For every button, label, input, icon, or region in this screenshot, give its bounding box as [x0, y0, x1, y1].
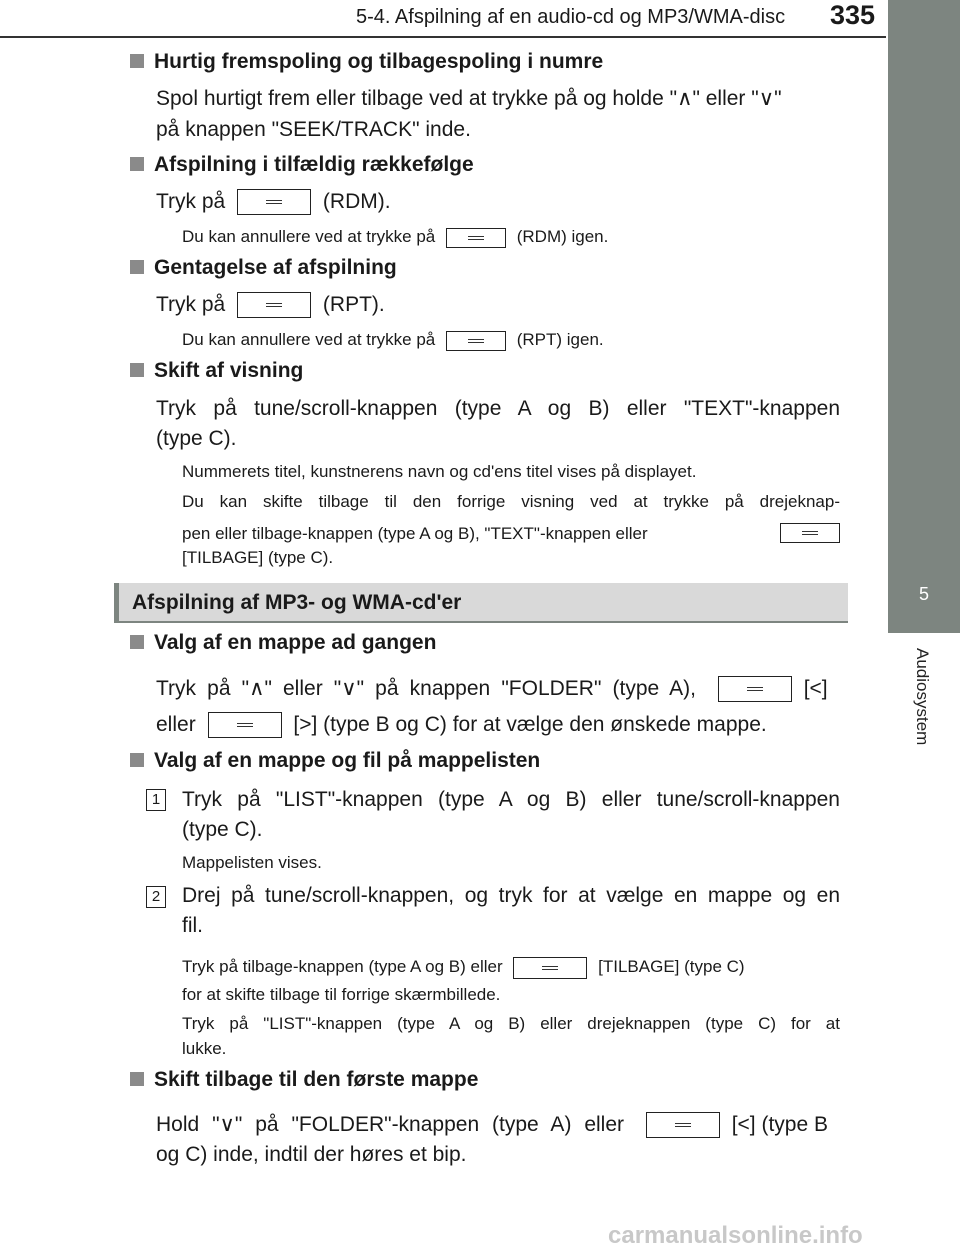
step2-note-line2: for at skifte tilbage til forrige skærmbillede. — [182, 985, 501, 1004]
section-title: Afspilning af MP3- og WMA-cd'er — [132, 591, 462, 614]
step1-note: Mappelisten vises. — [182, 853, 322, 872]
bullet-square-icon — [130, 157, 144, 171]
ff-body-line2: på knappen "SEEK/TRACK" inde. — [156, 118, 471, 141]
first-body-line1: Hold "∨" på "FOLDER"-knappen (type A) eller [<] (type B — [156, 1108, 840, 1141]
page-number: 335 — [830, 0, 876, 30]
view-note-line3: pen eller tilbage-knappen (type A og B), "TEXT"-knappen eller — [182, 519, 840, 548]
step1-body-line1: Tryk på "LIST"-knappen (type A og B) eller tune/scroll-knappen — [182, 788, 840, 811]
bullet-square-icon — [130, 260, 144, 274]
next-button-icon — [208, 712, 282, 738]
heading-random: Afspilning i tilfældig rækkefølge — [130, 153, 474, 177]
back-button-icon — [780, 523, 840, 543]
rpt-button-icon — [237, 292, 311, 318]
view-note-line2: Du kan skifte tilbage til den forrige visning ved at trykke på drejeknap- — [182, 492, 840, 511]
rpt-body: Tryk på (RPT). — [156, 288, 385, 321]
ff-body-line1: Spol hurtigt frem eller tilbage ved at trykke på og holde "∧" eller "∨" — [156, 87, 782, 110]
view-body-line2: (type C). — [156, 427, 237, 450]
heading-folder-select: Valg af en mappe ad gangen — [130, 631, 436, 655]
prev-button-icon — [718, 676, 792, 702]
heading-first-folder: Skift tilbage til den første mappe — [130, 1068, 478, 1092]
watermark: carmanualsonline.info — [608, 1222, 863, 1249]
heading-view: Skift af visning — [130, 359, 303, 383]
rpt-note: Du kan annullere ved at trykke på (RPT) igen. — [182, 330, 604, 349]
side-tab-chapter: 5 — [888, 555, 960, 633]
rpt-button-icon-small — [446, 331, 506, 351]
bullet-square-icon — [130, 1072, 144, 1086]
heading-folder-list: Valg af en mappe og fil på mappelisten — [130, 749, 540, 773]
step2-note-line4: lukke. — [182, 1039, 227, 1058]
back-button-icon — [513, 957, 587, 979]
rdm-note: Du kan annullere ved at trykke på (RDM) igen. — [182, 227, 609, 246]
bullet-square-icon — [130, 363, 144, 377]
folder-body-line1: Tryk på "∧" eller "∨" på knappen "FOLDER" (type A), [<] — [156, 672, 840, 705]
step2-body-line2: fil. — [182, 914, 203, 937]
step-number-1: 1 — [146, 789, 166, 811]
step2-note-line3: Tryk på "LIST"-knappen (type A og B) eller drejeknappen (type C) for at — [182, 1014, 840, 1033]
heading-fast-forward: Hurtig fremspoling og tilbagespoling i numre — [130, 50, 603, 74]
step-number-2: 2 — [146, 886, 166, 908]
bullet-square-icon — [130, 54, 144, 68]
section-rule — [114, 621, 848, 623]
header-title: 5-4. Afspilning af en audio-cd og MP3/WMA-disc — [356, 6, 786, 28]
bullet-square-icon — [130, 753, 144, 767]
folder-body-line2: eller [>] (type B og C) for at vælge den ønskede mappe. — [156, 708, 767, 741]
heading-repeat: Gentagelse af afspilning — [130, 256, 397, 280]
side-tab-top — [888, 0, 960, 555]
step2-body-line1: Drej på tune/scroll-knappen, og tryk for at vælge en mappe og en — [182, 884, 840, 907]
bullet-square-icon — [130, 635, 144, 649]
view-note-line4: [TILBAGE] (type C). — [182, 548, 334, 567]
view-note-line1: Nummerets titel, kunstnerens navn og cd'ens titel vises på displayet. — [182, 462, 697, 481]
rdm-body: Tryk på (RDM). — [156, 185, 391, 218]
prev-button-icon — [646, 1112, 720, 1138]
view-body-line1: Tryk på tune/scroll-knappen (type A og B) eller "TEXT"-knappen — [156, 397, 840, 420]
section-bar-accent — [114, 583, 119, 621]
rdm-button-icon — [237, 189, 311, 215]
step1-body-line2: (type C). — [182, 818, 263, 841]
first-body-line2: og C) inde, indtil der høres et bip. — [156, 1143, 467, 1166]
step2-note-line1: Tryk på tilbage-knappen (type A og B) eller [TILBAGE] (type C) — [182, 952, 745, 981]
rdm-button-icon-small — [446, 228, 506, 248]
header-rule — [0, 36, 886, 38]
side-tab-label: Audiosystem — [913, 648, 932, 746]
